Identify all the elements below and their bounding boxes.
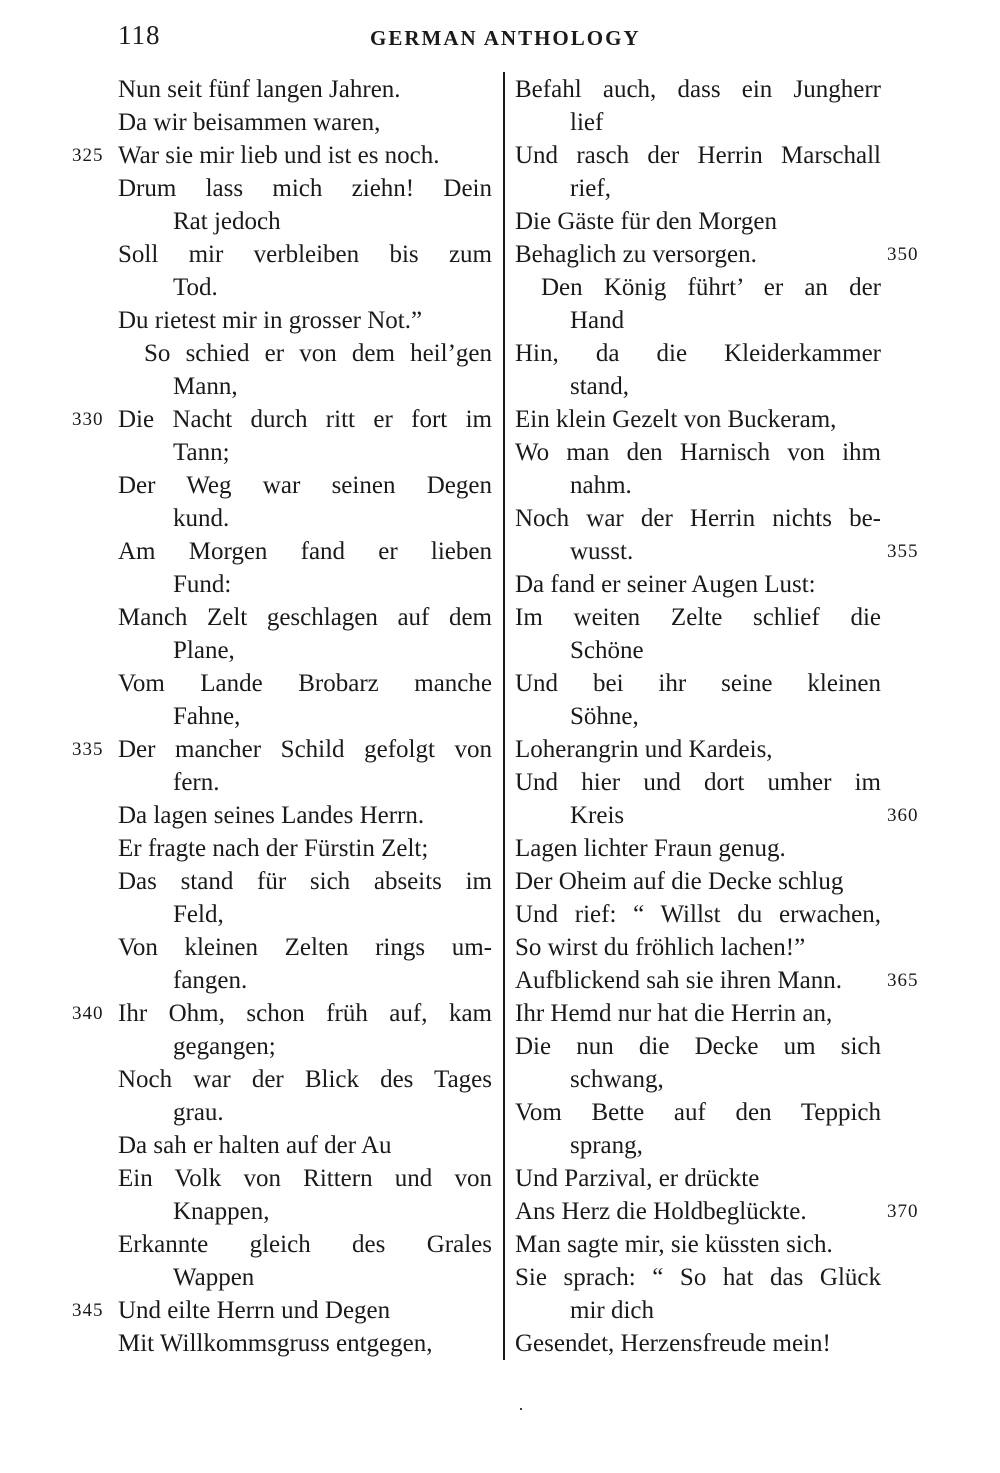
verse-line: Ein Volk von Rittern und von — [118, 1165, 492, 1192]
verse-line: Da fand er seiner Augen Lust: — [515, 571, 816, 598]
verse-line: kund. — [173, 505, 230, 532]
verse-line: Fahne, — [173, 703, 241, 730]
verse-line: mir dich — [570, 1297, 655, 1324]
verse-line: Die Nacht durch ritt er fort im — [118, 406, 492, 433]
print-speck: · — [518, 1399, 524, 1419]
verse-line: Der Weg war seinen Degen — [118, 472, 492, 499]
column-divider — [503, 72, 505, 1360]
verse-line: Im weiten Zelte schlief die — [515, 604, 881, 631]
verse-line: Vom Bette auf den Teppich — [515, 1099, 881, 1126]
line-number: 350 — [887, 244, 919, 265]
verse-line: Lagen lichter Fraun genug. — [515, 835, 786, 862]
line-number: 370 — [887, 1201, 919, 1222]
verse-line: Mit Willkommsgruss entgegen, — [118, 1330, 433, 1357]
verse-line: gegangen; — [173, 1033, 276, 1060]
line-number: 365 — [887, 970, 919, 991]
verse-line: War sie mir lieb und ist es noch. — [118, 142, 440, 169]
verse-line: Gesendet, Herzensfreude mein! — [515, 1330, 831, 1357]
verse-line: Aufblickend sah sie ihren Mann. — [515, 967, 843, 994]
verse-line: fern. — [173, 769, 220, 796]
verse-line: So schied er von dem heil’gen — [144, 340, 492, 367]
verse-line: Ihr Hemd nur hat die Herrin an, — [515, 1000, 833, 1027]
verse-line: Loherangrin und Kardeis, — [515, 736, 773, 763]
verse-line: Erkannte gleich des Grales — [118, 1231, 492, 1258]
verse-line: Wappen — [173, 1264, 255, 1291]
page-number: 118 — [118, 20, 161, 50]
verse-line: Die nun die Decke um sich — [515, 1033, 881, 1060]
verse-line: Drum lass mich ziehn! Dein — [118, 175, 492, 202]
verse-line: Tod. — [173, 274, 218, 301]
verse-line: rief, — [570, 175, 611, 202]
verse-line: Der mancher Schild gefolgt von — [118, 736, 492, 763]
verse-line: Das stand für sich abseits im — [118, 868, 492, 895]
verse-line: Knappen, — [173, 1198, 270, 1225]
verse-line: fangen. — [173, 967, 248, 994]
verse-line: Und Parzival, er drückte — [515, 1165, 760, 1192]
verse-line: Söhne, — [570, 703, 639, 730]
verse-line: Und rasch der Herrin Marschall — [515, 142, 881, 169]
line-number: 345 — [72, 1300, 104, 1321]
verse-line: Rat jedoch — [173, 208, 281, 235]
verse-line: Plane, — [173, 637, 235, 664]
verse-line: Ein klein Gezelt von Buckeram, — [515, 406, 837, 433]
verse-line: Er fragte nach der Fürstin Zelt; — [118, 835, 429, 862]
verse-line: Da sah er halten auf der Au — [118, 1132, 392, 1159]
verse-line: Tann; — [173, 439, 230, 466]
verse-line: Der Oheim auf die Decke schlug — [515, 868, 844, 895]
verse-line: Schöne — [570, 637, 644, 664]
verse-line: Hand — [570, 307, 625, 334]
verse-line: Behaglich zu versorgen. — [515, 241, 757, 268]
line-number: 330 — [72, 409, 104, 430]
verse-line: Kreis — [570, 802, 625, 829]
verse-line: Man sagte mir, sie küssten sich. — [515, 1231, 833, 1258]
verse-line: Da lagen seines Landes Herrn. — [118, 802, 425, 829]
verse-line: Feld, — [173, 901, 224, 928]
verse-line: Fund: — [173, 571, 232, 598]
verse-line: Von kleinen Zelten rings um- — [118, 934, 492, 961]
verse-line: Am Morgen fand er lieben — [118, 538, 492, 565]
running-head: GERMAN ANTHOLOGY — [370, 26, 641, 50]
verse-line: stand, — [570, 373, 630, 400]
line-number: 340 — [72, 1003, 104, 1024]
line-number: 355 — [887, 541, 919, 562]
verse-line: Ihr Ohm, schon früh auf, kam — [118, 1000, 492, 1027]
verse-line: Da wir beisammen waren, — [118, 109, 381, 136]
verse-line: Befahl auch, dass ein Jungherr — [515, 76, 881, 103]
verse-line: Hin, da die Kleiderkammer — [515, 340, 881, 367]
verse-line: Die Gäste für den Morgen — [515, 208, 777, 235]
line-number: 335 — [72, 739, 104, 760]
verse-line: Und eilte Herrn und Degen — [118, 1297, 391, 1324]
verse-line: Den König führt’ er an der — [541, 274, 881, 301]
line-number: 325 — [72, 145, 104, 166]
verse-line: Sie sprach: “ So hat das Glück — [515, 1264, 881, 1291]
verse-line: Noch war der Blick des Tages — [118, 1066, 492, 1093]
verse-line: grau. — [173, 1099, 224, 1126]
verse-line: So wirst du fröhlich lachen!” — [515, 934, 806, 961]
verse-line: Und hier und dort umher im — [515, 769, 881, 796]
verse-line: Manch Zelt geschlagen auf dem — [118, 604, 492, 631]
line-number: 360 — [887, 805, 919, 826]
verse-line: sprang, — [570, 1132, 643, 1159]
verse-line: nahm. — [570, 472, 632, 499]
verse-line: wusst. — [570, 538, 634, 565]
verse-line: Und bei ihr seine kleinen — [515, 670, 881, 697]
verse-line: Soll mir verbleiben bis zum — [118, 241, 492, 268]
verse-line: Und rief: “ Willst du erwachen, — [515, 901, 881, 928]
verse-line: Wo man den Harnisch von ihm — [515, 439, 881, 466]
verse-line: Noch war der Herrin nichts be- — [515, 505, 881, 532]
verse-line: Ans Herz die Holdbeglückte. — [515, 1198, 807, 1225]
verse-line: Mann, — [173, 373, 238, 400]
verse-line: schwang, — [570, 1066, 664, 1093]
verse-line: Vom Lande Brobarz manche — [118, 670, 492, 697]
verse-line: Du rietest mir in grosser Not.” — [118, 307, 423, 334]
verse-line: lief — [570, 109, 604, 136]
verse-line: Nun seit fünf langen Jahren. — [118, 76, 401, 103]
